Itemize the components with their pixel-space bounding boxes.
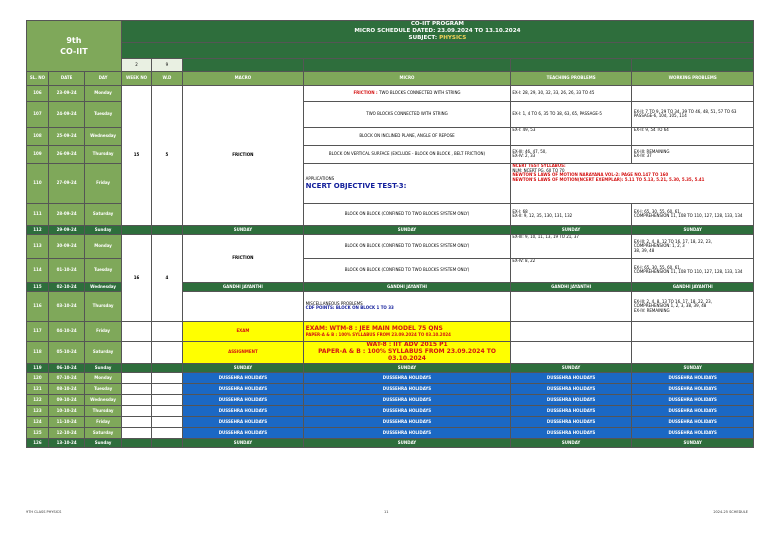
table-row: 108 25-09-24 Wednesday BLOCK ON INCLINED PLANE, ANGLE OF REPOSE EX-I: 49, 53 EX-II: 9, 54 TO 64: [27, 127, 754, 145]
schedule-table: [26, 20, 754, 448]
ncert-test-title: NCERT OBJECTIVE TEST-3:: [305, 181, 407, 190]
table-row: 125 12-10-24 Saturday DUSSEHRA HOLIDAYS DUSSEHRA HOLIDAYS DUSSEHRA HOLIDAYS DUSSEHRA HOLIDAYS: [27, 427, 754, 438]
col-teaching: TEACHING PROBLEMS: [510, 71, 632, 85]
table-row: 126 13-10-24 Sunday SUNDAY SUNDAY SUNDAY SUNDAY: [27, 438, 754, 447]
macro-cell: FRICTION: [182, 85, 304, 225]
class-label: 9th CO-IIT: [27, 21, 122, 72]
col-working: WORKING PROBLEMS: [632, 71, 754, 85]
table-row: 119 06-10-24 Sunday SUNDAY SUNDAY SUNDAY SUNDAY: [27, 363, 754, 372]
table-row: 114 01-10-24 Tuesday BLOCK ON BLOCK (CONFINED TO TWO BLOCKS SYSTEM ONLY) EX-IV: 8, 22 EX-I: 65, 30, 55, 60, 61, COMPREHENSION 11, 108 TO 110, 127, 128, 133, 134: [27, 258, 754, 282]
table-row: 117 04-10-24 Friday EXAM EXAM: WTM-8 : JEE MAIN MODEL 75 QNS PAPER-A & B : 100% SYLLABUS FROM 23.09.2024 TO 03.10.2024: [27, 321, 754, 341]
table-row: 111 28-09-24 Saturday BLOCK ON BLOCK (CONFINED TO TWO BLOCKS SYSTEM ONLY) EX-I: 68 EX-II: 9, 12, 35, 130, 131, 132 EX-I: 65, 30, 55, 60, 61, COMPREHENSION 11, 108 TO 110, 127, 128, 133, 134: [27, 203, 754, 225]
table-row: 122 09-10-24 Wednesday DUSSEHRA HOLIDAYS DUSSEHRA HOLIDAYS DUSSEHRA HOLIDAYS DUSSEHRA HOLIDAYS: [27, 394, 754, 405]
column-header-row: [27, 71, 754, 85]
week-cell: 15: [121, 85, 151, 225]
col-micro: MICRO: [304, 71, 511, 85]
macro-cell: FRICTION: [182, 234, 304, 282]
table-row: 115 02-10-24 Wednesday GANDHI JAYANTHI GANDHI JAYANTHI GANDHI JAYANTHI GANDHI JAYANTHI: [27, 282, 754, 291]
table-row: 112 29-09-24 Sunday SUNDAY SUNDAY SUNDAY SUNDAY: [27, 225, 754, 234]
col-day: DAY: [85, 71, 121, 85]
table-row: 123 10-10-24 Thursday DUSSEHRA HOLIDAYS DUSSEHRA HOLIDAYS DUSSEHRA HOLIDAYS DUSSEHRA HOLIDAYS: [27, 405, 754, 416]
wd-number: 9: [152, 58, 182, 71]
subject-name: PHYSICS: [439, 34, 467, 41]
wd-cell: 5: [152, 85, 182, 225]
footer-right: 2024-25 SCHEDULE: [713, 510, 748, 514]
table-row: 110 27-09-24 Friday APPLICATIONS NCERT OBJECTIVE TEST-3: NCERT TEST SYLLABUS: NLM: NCERT PG. 60 TO 70 NEWTON'S LAWS OF MOTION NARAYANA VOL-2: PAGE NO.147 TO 160 NEWTON'S LAWS OF MOTION(NCERT EXEMPLAR): 5.11 TO 5.13, 5.21, 5.30, 5.35, 5.41: [27, 163, 754, 203]
table-row: 121 08-10-24 Tuesday DUSSEHRA HOLIDAYS DUSSEHRA HOLIDAYS DUSSEHRA HOLIDAYS DUSSEHRA HOLIDAYS: [27, 383, 754, 394]
col-sl: SL. NO: [27, 71, 49, 85]
page-title: CO-IIT PROGRAM MICRO SCHEDULE DATED: 23.09.2024 TO 13.10.2024 SUBJECT: PHYSICS: [121, 21, 753, 43]
col-week: WEEK NO: [121, 71, 151, 85]
table-row: 124 11-10-24 Friday DUSSEHRA HOLIDAYS DUSSEHRA HOLIDAYS DUSSEHRA HOLIDAYS DUSSEHRA HOLIDAYS: [27, 416, 754, 427]
col-wd: W.D: [152, 71, 182, 85]
table-row: 113 30-09-24 Monday 16 4 FRICTION BLOCK ON BLOCK (CONFINED TO TWO BLOCKS SYSTEM ONLY) EX-III: 9, 10, 11, 13, 19 TO 21, 37 EX-III: 2, 4, 8, 12 TO 16, 17, 18, 22, 23, COMPREHENSION: 1, 2, 3 38, 39, 48: [27, 234, 754, 258]
col-date: DATE: [48, 71, 84, 85]
wd-cell: 4: [152, 234, 182, 321]
table-row: 106 23-09-24 Monday 15 5 FRICTION FRICTION : TWO BLOCKS CONNECTED WITH STRING EX-I: 28, 29, 30, 32, 33, 26, 26, 33 TO 45: [27, 85, 754, 101]
table-row: 107 24-09-24 Tuesday TWO BLOCKS CONNECTED WITH STRING EX-I: 1, 4 TO 6, 35 TO 38, 63, 65, PASSAGE-5 EX-II: 7 TO 9, 29 TO 34, 39 TO 46, 48, 51, 57 TO 63 PASSAGE-6, 10d, 105, 114: [27, 101, 754, 127]
footer-left: 9TH CLASS PHYSICS: [26, 510, 62, 514]
table-row: 118 05-10-24 Saturday ASSIGNMENT WAT-8 : IIT ADV 2015 P1 PAPER-A & B : 100% SYLLABUS FROM 23.09.2024 TO 03.10.2024: [27, 341, 754, 363]
col-macro: MACRO: [182, 71, 304, 85]
footer-page-number: 11: [384, 510, 389, 514]
table-row: 109 26-09-24 Thursday BLOCK ON VERTICAL SURFACE (EXCLUDE - BLOCK ON BLOCK , BELT FRICTION) EX-III: 46, 47, 50, EX-IV: 2, 33 EX-III: REMAINING EX-IV: 37: [27, 145, 754, 163]
week-number: 2: [121, 58, 151, 71]
table-row: 120 07-10-24 Monday DUSSEHRA HOLIDAYS DUSSEHRA HOLIDAYS DUSSEHRA HOLIDAYS DUSSEHRA HOLIDAYS: [27, 372, 754, 383]
week-cell: 16: [121, 234, 151, 321]
table-row: 116 03-10-24 Thursday MISCELLANEOUS PROBLEMS CDF POINTS: BLOCK ON BLOCK 1 TO 33 EX-III: 2, 4, 8, 13 TO 16, 17, 18, 22, 23, COMPREHENSION 1, 2, 3, 38, 39, 48 EX-IV: REMAINING: [27, 291, 754, 321]
